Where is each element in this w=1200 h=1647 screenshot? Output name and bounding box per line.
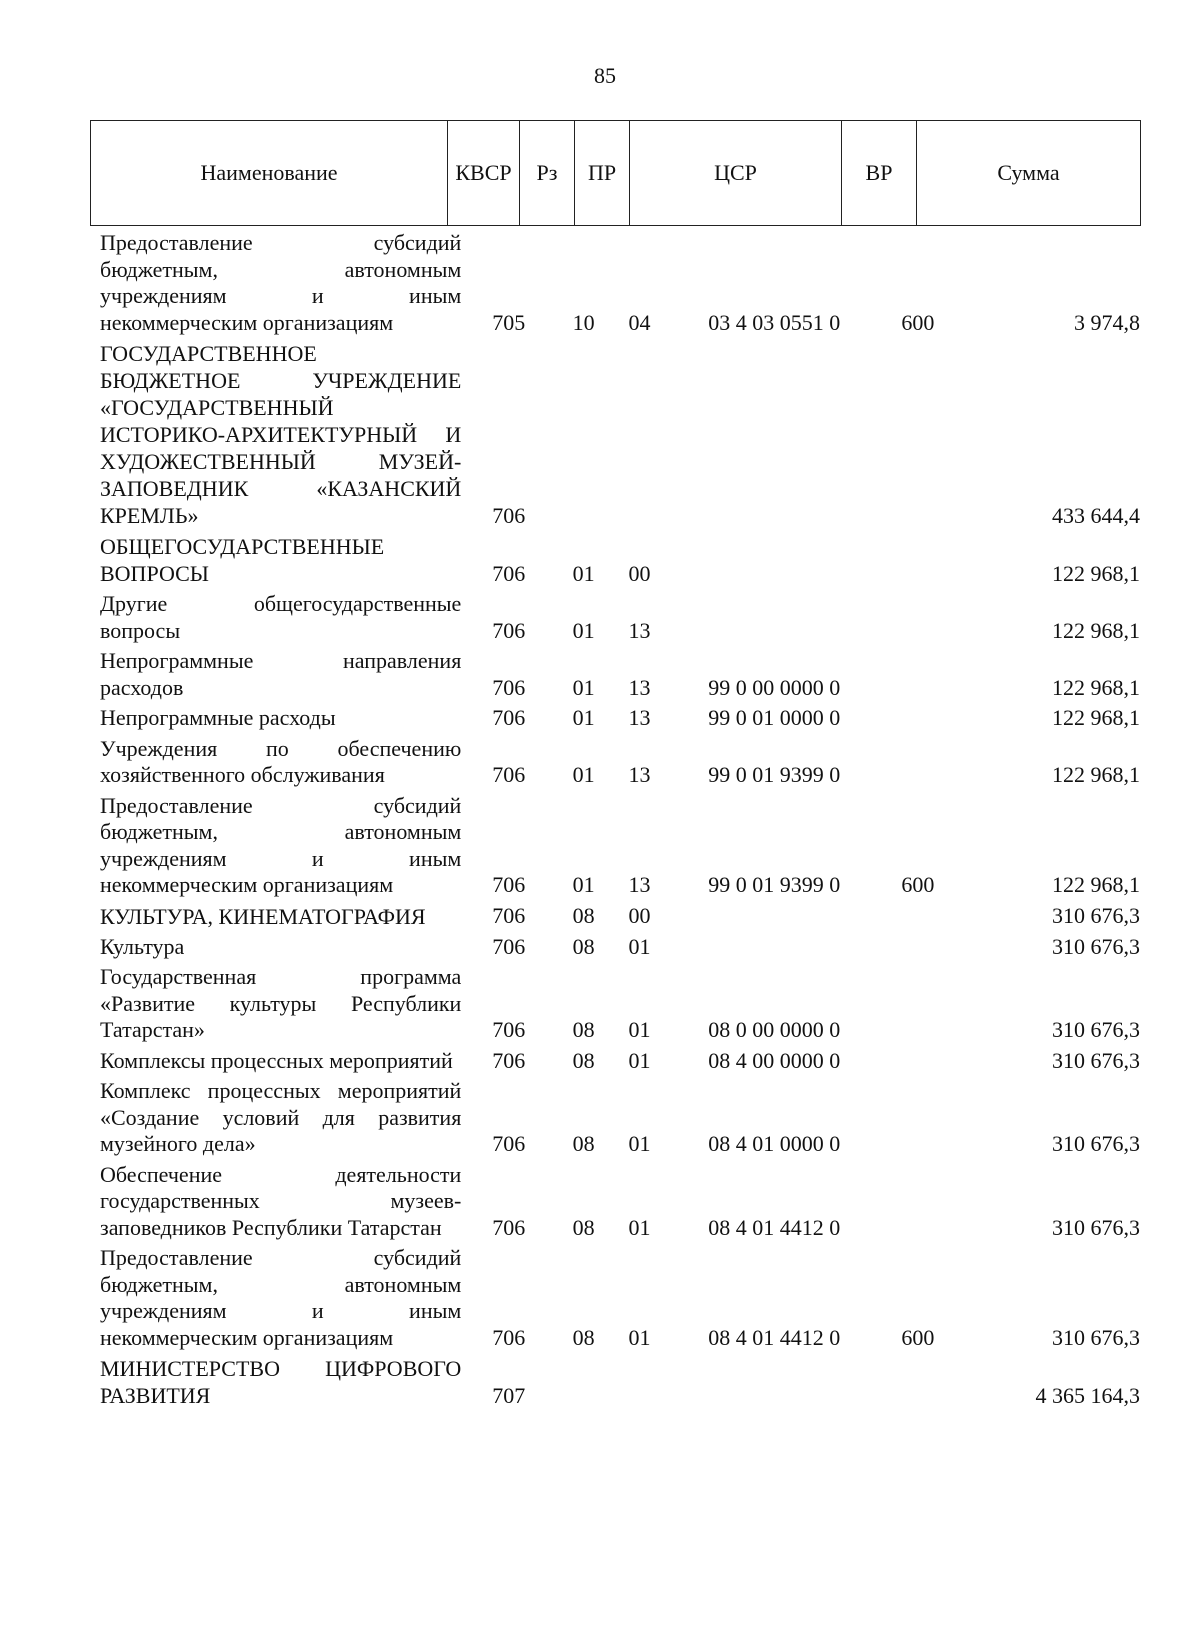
cell-pr: 01 [628,1017,651,1042]
cell-kvsr: 706 [492,762,526,787]
cell-rz: 08 [572,933,595,959]
table-row [100,736,1140,789]
cell-kvsr: 706 [492,1047,526,1073]
table-row [100,964,1140,1044]
cell-name: ОБЩЕГОСУДАРСТВЕННЫЕ ВОПРОСЫ [100,534,385,586]
cell-pr: 13 [628,705,651,730]
cell-kvsr: 706 [492,1131,526,1156]
cell-csr: 99 0 01 9399 0 [708,872,841,897]
cell-rz: 01 [572,617,595,643]
cell-sum: 310 676,3 [1052,1131,1140,1156]
table-row [100,1048,1140,1075]
cell-pr: 01 [628,1324,651,1350]
table-row [100,648,1140,701]
cell-name: Непрограммные направления расходов [100,648,462,700]
table-header [90,120,1141,226]
cell-pr: 01 [628,1047,651,1073]
cell-sum: 310 676,3 [1052,1047,1140,1073]
cell-kvsr: 705 [492,309,526,335]
cell-name: КУЛЬТУРА, КИНЕМАТОГРАФИЯ [100,903,426,929]
cell-name: Непрограммные расходы [100,705,336,730]
cell-kvsr: 706 [492,903,526,928]
cell-rz: 08 [572,1324,595,1350]
cell-kvsr: 706 [492,560,526,586]
column-header-vr: ВР [842,121,917,226]
cell-rz: 08 [572,1214,595,1240]
cell-vr: 600 [901,309,935,335]
cell-pr: 13 [628,762,651,787]
table-row [100,533,1140,587]
cell-name: Предоставление субсидий бюджетным, автономным учреждениям и иным некоммерческим организациям [100,230,462,335]
cell-csr: 99 0 01 0000 0 [708,705,841,730]
table-row [100,340,1140,529]
cell-pr: 01 [628,933,651,959]
page-number: 85 [594,63,616,88]
cell-rz: 01 [572,674,595,700]
cell-rz: 08 [572,903,595,928]
table-row [100,230,1140,336]
cell-name: ГОСУДАРСТВЕННОЕ БЮДЖЕТНОЕ УЧРЕЖДЕНИЕ «ГОСУДАРСТВЕННЫЙ ИСТОРИКО-АРХИТЕКТУРНЫЙ И ХУДОЖЕСТВЕННЫЙ МУЗЕЙ-ЗАПОВЕДНИК «КАЗАНСКИЙ КРЕМЛЬ» [100,341,462,528]
cell-sum: 122 968,1 [1052,705,1140,730]
cell-sum: 3 974,8 [1074,309,1140,335]
cell-kvsr: 706 [492,1324,526,1350]
cell-vr: 600 [901,872,935,897]
cell-name: Учреждения по обеспечению хозяйственного обслуживания [100,735,462,787]
cell-sum: 310 676,3 [1052,933,1140,959]
column-header-pr: ПР [575,121,630,226]
cell-csr: 08 0 00 0000 0 [708,1017,841,1042]
cell-sum: 310 676,3 [1052,1017,1140,1042]
cell-pr: 13 [628,674,651,700]
cell-name: Предоставление субсидий бюджетным, автономным учреждениям и иным некоммерческим организациям [100,792,462,897]
cell-sum: 310 676,3 [1052,1214,1140,1240]
cell-pr: 01 [628,1131,651,1156]
cell-kvsr: 706 [492,1214,526,1240]
cell-kvsr: 706 [492,1017,526,1042]
column-header-name: Наименование [91,121,448,226]
cell-kvsr: 706 [492,674,526,700]
table-row [100,591,1140,644]
cell-pr: 13 [628,617,651,643]
cell-rz: 08 [572,1017,595,1042]
cell-pr: 13 [628,872,651,897]
cell-csr: 08 4 01 4412 0 [708,1324,841,1350]
table-row [100,934,1140,961]
cell-rz: 10 [572,309,595,335]
cell-kvsr: 707 [492,1382,526,1408]
table-row [100,1078,1140,1158]
cell-csr: 08 4 01 4412 0 [708,1214,841,1240]
cell-sum: 4 365 164,3 [1035,1382,1140,1408]
table-row [100,1355,1140,1409]
cell-name: Другие общегосударственные вопросы [100,591,462,643]
cell-name: Комплекс процессных мероприятий «Создание условий для развития музейного дела» [100,1078,462,1156]
cell-rz: 01 [572,560,595,586]
cell-kvsr: 706 [492,705,526,730]
table-row [100,793,1140,899]
cell-sum: 122 968,1 [1052,617,1140,643]
cell-name: Комплексы процессных мероприятий [100,1047,453,1073]
cell-rz: 08 [572,1047,595,1073]
cell-csr: 99 0 01 9399 0 [708,762,841,787]
table-row [100,705,1140,732]
cell-sum: 122 968,1 [1052,762,1140,787]
cell-csr: 08 4 01 0000 0 [708,1131,841,1156]
cell-name: МИНИСТЕРСТВО ЦИФРОВОГО РАЗВИТИЯ [100,1356,462,1408]
cell-rz: 01 [572,872,595,897]
cell-name: Обеспечение деятельности государственных музеев-заповедников Республики Татарстан [100,1161,462,1240]
cell-pr: 00 [628,560,651,586]
table-row [100,1162,1140,1242]
budget-table-body [100,230,1140,1413]
table-row [100,1245,1140,1351]
table-row [100,903,1140,930]
cell-sum: 122 968,1 [1052,872,1140,897]
cell-pr: 00 [628,903,651,928]
cell-pr: 01 [628,1214,651,1240]
column-header-sum: Сумма [917,121,1141,226]
cell-kvsr: 706 [492,933,526,959]
column-header-csr: ЦСР [630,121,842,226]
column-header-kvsr: КВСР [448,121,520,226]
cell-name: Предоставление субсидий бюджетным, автономным учреждениям и иным некоммерческим организациям [100,1245,462,1350]
cell-csr: 99 0 00 0000 0 [708,674,841,700]
cell-rz: 08 [572,1131,595,1156]
cell-sum: 310 676,3 [1052,1324,1140,1350]
cell-pr: 04 [628,309,651,335]
cell-kvsr: 706 [492,872,526,897]
cell-sum: 122 968,1 [1052,560,1140,586]
cell-rz: 01 [572,705,595,730]
cell-vr: 600 [901,1324,935,1350]
cell-name: Культура [100,933,185,959]
column-header-rz: Рз [520,121,575,226]
cell-rz: 01 [572,762,595,787]
cell-name: Государственная программа «Развитие культуры Республики Татарстан» [100,964,462,1042]
cell-sum: 433 644,4 [1052,502,1140,528]
cell-kvsr: 706 [492,617,526,643]
cell-kvsr: 706 [492,502,526,528]
cell-sum: 310 676,3 [1052,903,1140,928]
cell-csr: 03 4 03 0551 0 [708,309,841,335]
cell-csr: 08 4 00 0000 0 [708,1047,841,1073]
cell-sum: 122 968,1 [1052,674,1140,700]
